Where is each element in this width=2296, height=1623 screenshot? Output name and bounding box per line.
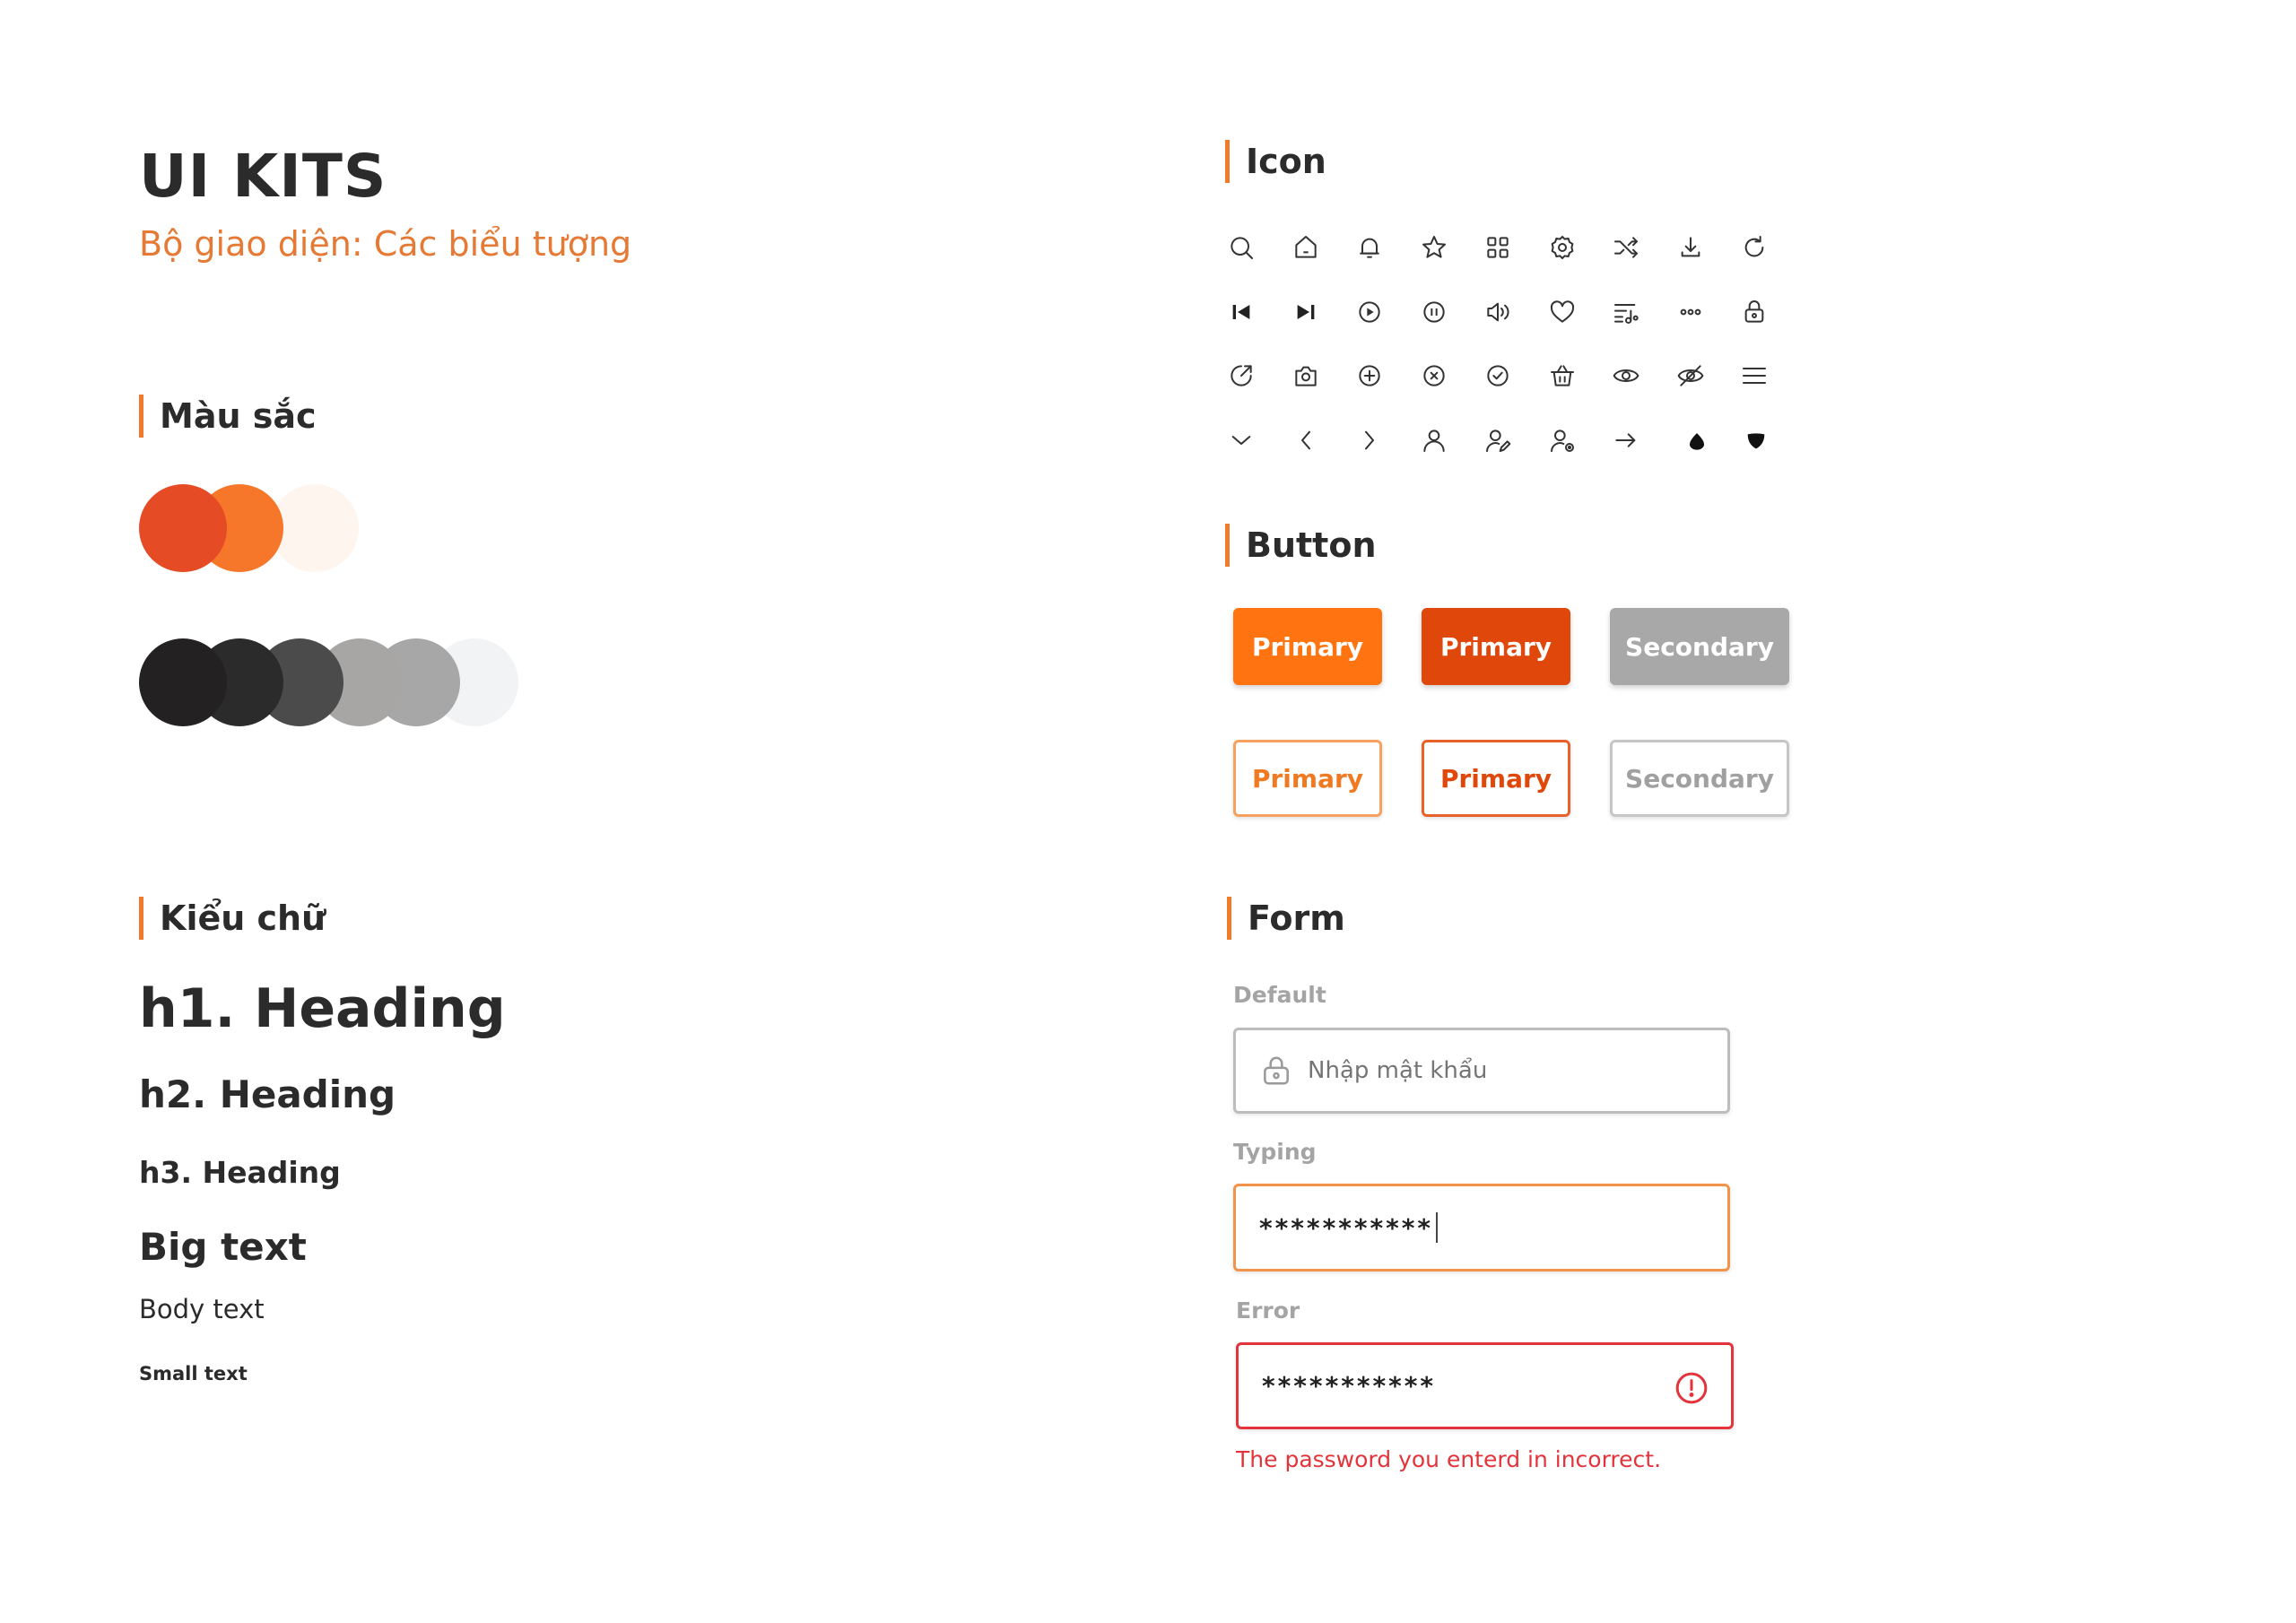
- heading-1-sample: h1. Heading: [139, 977, 506, 1040]
- colors-section-title: Màu sắc: [139, 395, 317, 438]
- form-section-title: Form: [1227, 897, 1345, 940]
- secondary-outline-button[interactable]: Secondary: [1610, 740, 1789, 817]
- star-icon[interactable]: [1420, 233, 1448, 262]
- skip-back-icon[interactable]: [1227, 298, 1256, 326]
- share-icon[interactable]: [1227, 361, 1256, 390]
- download-icon[interactable]: [1676, 233, 1705, 262]
- search-icon[interactable]: [1227, 233, 1256, 262]
- play-circle-icon[interactable]: [1355, 298, 1384, 326]
- home-icon[interactable]: [1292, 233, 1320, 262]
- typography-section-title: Kiểu chữ: [139, 897, 326, 940]
- swatch-neutral-1: [139, 638, 227, 726]
- bell-icon[interactable]: [1355, 233, 1384, 262]
- lock-icon: [1259, 1054, 1293, 1088]
- refresh-icon[interactable]: [1740, 233, 1769, 262]
- grid-icon[interactable]: [1483, 233, 1512, 262]
- secondary-button[interactable]: Secondary: [1610, 608, 1789, 685]
- arrow-right-icon[interactable]: [1612, 426, 1640, 455]
- chevron-down-icon[interactable]: [1227, 426, 1256, 455]
- alert-circle-icon: [1674, 1370, 1709, 1406]
- primary-dark-outline-button[interactable]: Primary: [1422, 740, 1570, 817]
- playlist-icon[interactable]: [1612, 298, 1640, 326]
- password-value: ***********: [1259, 1212, 1434, 1243]
- check-circle-icon[interactable]: [1483, 361, 1512, 390]
- password-input[interactable]: [1306, 1056, 1686, 1085]
- primary-button[interactable]: Primary: [1233, 608, 1382, 685]
- small-text-sample: Small text: [139, 1363, 248, 1384]
- big-text-sample: Big text: [139, 1225, 307, 1269]
- icons-section-title: Icon: [1225, 140, 1326, 183]
- error-field-label: Error: [1236, 1298, 1300, 1324]
- primary-dark-button[interactable]: Primary: [1422, 608, 1570, 685]
- eye-off-icon[interactable]: [1676, 361, 1705, 390]
- chevron-right-icon[interactable]: [1355, 426, 1384, 455]
- shuffle-icon[interactable]: [1612, 233, 1640, 262]
- menu-icon[interactable]: [1740, 361, 1769, 390]
- swatch-primary-dark: [139, 484, 227, 572]
- swatch-primary-light: [271, 484, 359, 572]
- plus-circle-icon[interactable]: [1355, 361, 1384, 390]
- buttons-section-title: Button: [1225, 524, 1377, 567]
- basket-icon[interactable]: [1548, 361, 1577, 390]
- eye-icon[interactable]: [1612, 361, 1640, 390]
- settings-icon[interactable]: [1548, 233, 1577, 262]
- shield-icon[interactable]: [1742, 426, 1770, 455]
- typing-field-label: Typing: [1233, 1139, 1317, 1165]
- default-field-label: Default: [1233, 982, 1326, 1008]
- volume-icon[interactable]: [1483, 298, 1512, 326]
- heart-icon[interactable]: [1548, 298, 1577, 326]
- primary-outline-button[interactable]: Primary: [1233, 740, 1382, 817]
- error-password-field[interactable]: [1236, 1342, 1734, 1429]
- lock-icon[interactable]: [1740, 298, 1769, 326]
- chevron-left-icon[interactable]: [1292, 426, 1320, 455]
- heading-3-sample: h3. Heading: [139, 1155, 341, 1190]
- user-icon[interactable]: [1420, 426, 1448, 455]
- user-settings-icon[interactable]: [1548, 426, 1577, 455]
- skip-forward-icon[interactable]: [1292, 298, 1320, 326]
- pause-circle-icon[interactable]: [1420, 298, 1448, 326]
- droplet-icon[interactable]: [1683, 426, 1711, 455]
- typing-password-field[interactable]: [1233, 1184, 1730, 1271]
- text-caret: [1436, 1212, 1438, 1243]
- page-title: UI KITS: [139, 142, 387, 211]
- body-text-sample: Body text: [139, 1294, 265, 1324]
- heading-2-sample: h2. Heading: [139, 1072, 396, 1116]
- error-message: The password you enterd in incorrect.: [1236, 1446, 1662, 1472]
- user-edit-icon[interactable]: [1483, 426, 1512, 455]
- more-horizontal-icon[interactable]: [1676, 298, 1705, 326]
- page-subtitle: Bộ giao diện: Các biểu tượng: [139, 224, 632, 264]
- password-value: ***********: [1262, 1371, 1437, 1401]
- x-circle-icon[interactable]: [1420, 361, 1448, 390]
- default-password-field[interactable]: [1233, 1028, 1730, 1114]
- camera-icon[interactable]: [1292, 361, 1320, 390]
